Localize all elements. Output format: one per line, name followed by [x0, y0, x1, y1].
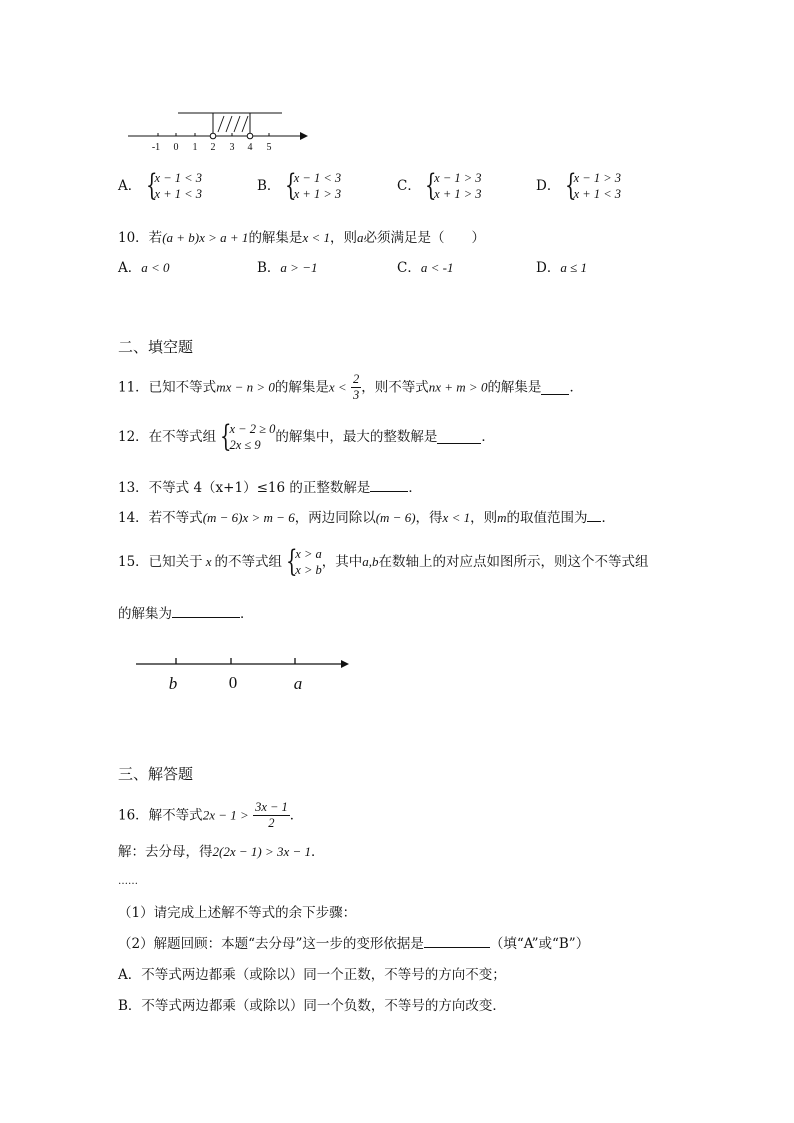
axis-arrow	[341, 660, 349, 668]
tick-label: 4	[247, 142, 253, 153]
q16-solution-step: 解：去分母，得2(2x − 1) > 3x − 1．	[118, 844, 325, 860]
q9-option-d: D． { x − 1 > 3 x + 1 < 3	[536, 168, 622, 203]
q9-option-a: A． { x − 1 < 3 x + 1 < 3	[118, 168, 202, 203]
answer-blank[interactable]	[172, 604, 240, 618]
q10-option-d: D．a ≤ 1	[536, 260, 587, 276]
label-0: 0	[228, 673, 238, 692]
q9-option-c: C． { x − 1 > 3 x + 1 > 3	[397, 168, 482, 203]
answer-blank[interactable]	[370, 478, 408, 492]
q10-option-c: C．a < -1	[397, 260, 454, 276]
tick-label: 5	[266, 142, 272, 153]
q16-ellipsis: ……	[118, 876, 138, 887]
q16-part-1: （1）请完成上述解不等式的余下步骤：	[118, 905, 357, 921]
q16-part-2: （2）解题回顾：本题“去分母”这一步的变形依据是 （填“A”或“B”）	[118, 936, 590, 952]
label-b: b	[168, 674, 178, 693]
number-line-figure-2	[132, 650, 352, 696]
question-15: 15．已知关于 x 的不等式组 { x > a x > b ，其中a,b在数轴上的对应点如图所示，则这个不等式组	[118, 544, 649, 579]
tick-label: 2	[210, 142, 216, 153]
question-10: 10．若(a + b)x > a + 1的解集是x < 1，则a必须满足是（ ）	[118, 230, 485, 246]
axis-arrow	[300, 132, 308, 140]
section-title-solve: 三、解答题	[118, 765, 194, 783]
q10-option-b: B．a > −1	[257, 260, 318, 276]
q9-option-b: B． { x − 1 < 3 x + 1 > 3	[257, 168, 342, 203]
question-12: 12．在不等式组 { x − 2 ≥ 0 2x ≤ 9 的解集中，最大的整数解是 ．	[118, 419, 495, 454]
question-16: 16．解不等式2x − 1 > $\frac{3x - 1}{2}$ ．	[118, 800, 304, 830]
question-14: 14．若不等式(m − 6)x > m − 6，两边同除以(m − 6)，得x < 1，则m的取值范围为 ．	[118, 510, 615, 526]
q16-option-b: B．不等式两边都乘（或除以）同一个负数，不等号的方向改变．	[118, 998, 506, 1014]
tick-label: -1	[151, 142, 161, 153]
answer-blank[interactable]	[587, 508, 601, 522]
section-title-fill-in: 二、填空题	[118, 338, 194, 356]
question-13: 13．不等式 4（x+1）≤16 的正整数解是 ．	[118, 480, 422, 496]
open-point-2	[210, 133, 216, 139]
hatch-lines	[218, 116, 248, 132]
tick-label: 0	[173, 142, 179, 153]
question-11: 11．已知不等式mx − n > 0的解集是x < $\frac{2}{3}$ ，则不等式nx + m > 0的解集是 ．	[118, 372, 583, 402]
q10-option-a: A．a < 0	[118, 260, 170, 276]
tick-label: 1	[192, 142, 198, 153]
answer-blank[interactable]	[541, 381, 569, 395]
tick-label: 3	[229, 142, 235, 153]
label-a: a	[293, 674, 303, 693]
question-15-line2: 的解集为 ．	[118, 606, 254, 622]
q16-option-a: A．不等式两边都乘（或除以）同一个正数，不等号的方向不变；	[118, 967, 506, 983]
answer-blank[interactable]	[424, 934, 490, 948]
answer-blank[interactable]	[437, 430, 481, 444]
number-line-figure-1	[120, 104, 310, 154]
open-point-4	[247, 133, 253, 139]
